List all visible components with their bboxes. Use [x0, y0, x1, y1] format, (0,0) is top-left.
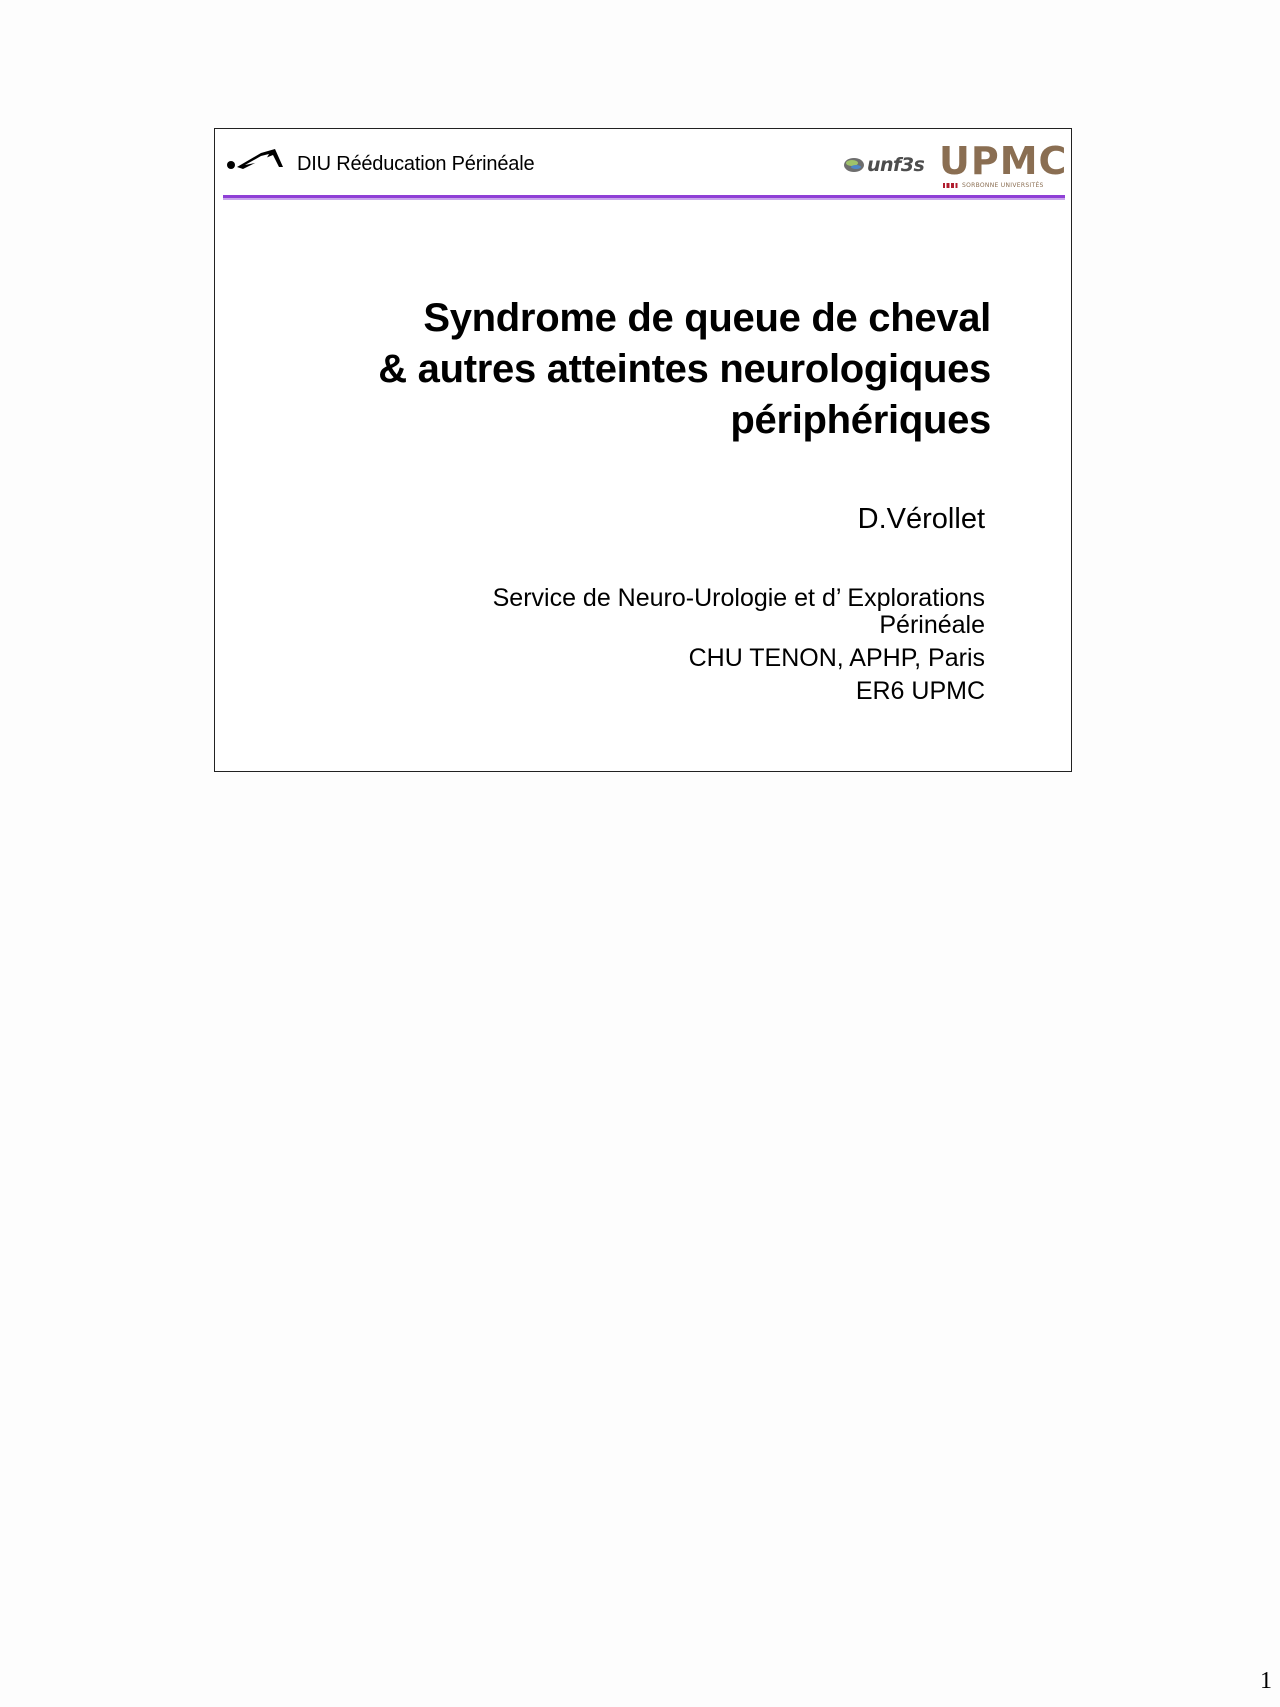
slide-title-line: périphériques [730, 398, 991, 442]
slide [214, 128, 1072, 772]
affiliation-line: Service de Neuro-Urologie et d’ Explorations [492, 584, 985, 612]
affiliation-line: CHU TENON, APHP, Paris [688, 644, 985, 672]
upmc-logo [939, 139, 1068, 189]
slide-header [215, 129, 1071, 199]
bars-icon [943, 183, 959, 188]
upmc-logo-text: UPMC [939, 139, 1068, 183]
slide-title [291, 293, 991, 446]
affiliation-line: Périnéale [879, 611, 985, 639]
slide-title-line: & autres atteintes neurologiques [378, 347, 991, 391]
affiliation-block [385, 585, 985, 705]
author-name: D.Vérollet [857, 503, 985, 535]
affiliation-line: ER6 UPMC [855, 677, 985, 705]
course-logo-icon [225, 143, 285, 173]
slide-title-line: Syndrome de queue de cheval [423, 296, 991, 340]
upmc-logo-subtitle [943, 182, 1044, 189]
globe-icon [843, 157, 865, 173]
course-title: DIU Rééducation Périnéale [297, 153, 535, 175]
unf3s-logo [843, 151, 924, 179]
page-number: 1 [1260, 1668, 1272, 1694]
header-divider-shadow [223, 198, 1065, 200]
upmc-logo-subtext: SORBONNE UNIVERSITÉS [962, 182, 1044, 189]
unf3s-logo-text: unf3s [867, 154, 925, 176]
